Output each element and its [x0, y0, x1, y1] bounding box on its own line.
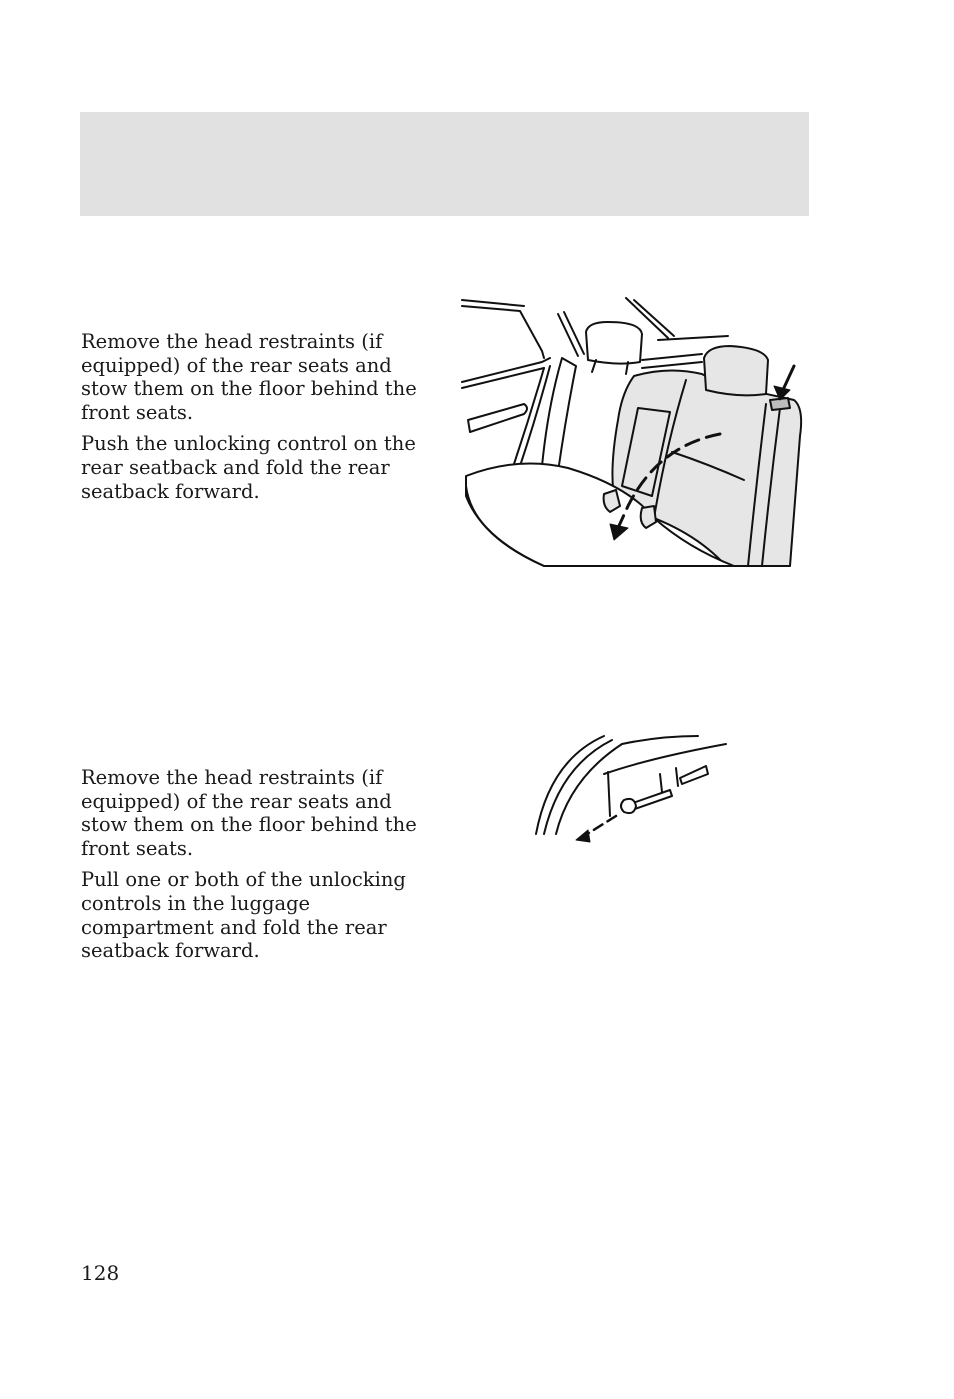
opening-arch-innermost — [556, 744, 622, 834]
seatback-edge — [604, 736, 726, 774]
door-handle — [468, 404, 527, 432]
page-number: 128 — [81, 1261, 120, 1285]
paragraph: Remove the head restraints (if equipped) of the rear seats and stow them on the floor behind the front seats. — [81, 330, 417, 424]
shelf-line — [462, 358, 550, 388]
pull-arrowhead — [576, 830, 590, 842]
seatback-edge-vertical — [608, 772, 610, 816]
right-head-restraint — [704, 346, 768, 395]
instructions-block-2 — [81, 766, 421, 971]
left-head-restraint — [586, 322, 642, 364]
luggage-release-lever-illustration — [530, 730, 730, 852]
header-band — [80, 112, 809, 216]
rear-seat-fold-illustration — [458, 296, 808, 568]
parcel-shelf — [642, 354, 702, 368]
rear-window-frame — [558, 312, 584, 356]
paragraph: Push the unlocking control on the rear seatback and fold the rear seatback forward. — [81, 432, 416, 503]
paragraph: Pull one or both of the unlocking controls in the luggage compartment and fold the rear seatback forward. — [81, 868, 406, 963]
instructions-block-1 — [81, 330, 421, 511]
release-lever-2 — [680, 766, 708, 784]
paragraph: Remove the head restraints (if equipped) of the rear seats and stow them on the floor behind the front seats. — [81, 766, 417, 860]
lever-mount — [660, 768, 678, 792]
roof-line-inner — [462, 300, 524, 306]
roof-line — [462, 306, 544, 358]
release-lever-1-knob — [621, 799, 636, 813]
